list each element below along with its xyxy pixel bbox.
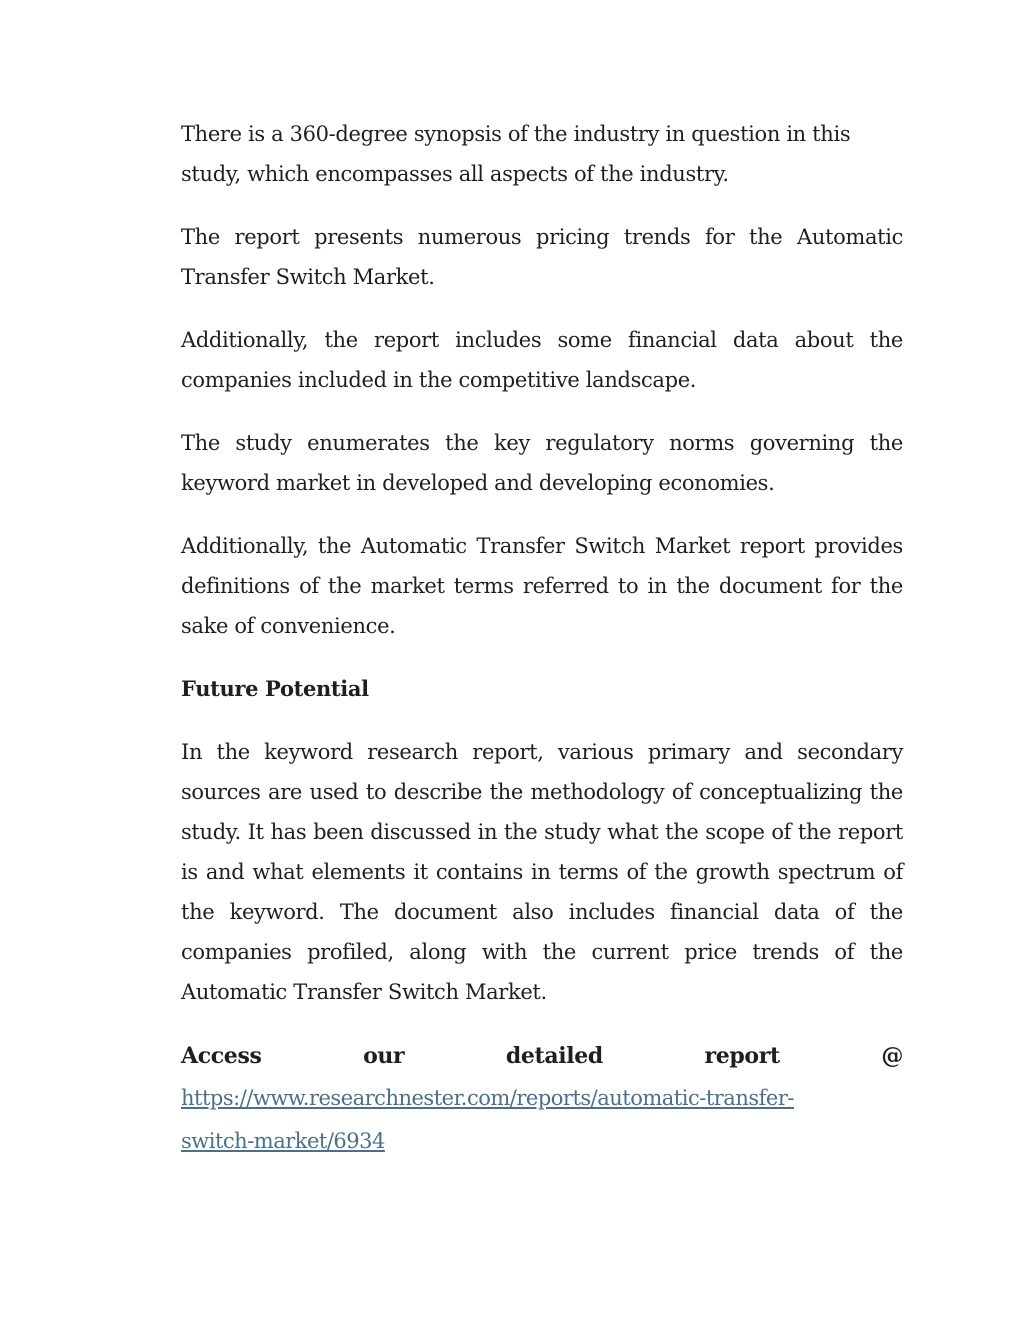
paragraph-regulatory-norms: The study enumerates the key regulatory norms governing the keyword market in developed and developing economies. [181, 431, 903, 495]
future-potential-paragraph: In the keyword research report, various primary and secondary sources are used to describe the methodology of conceptualizing the study. It has been discussed in the study what the scope of the report is and what elements it contains in terms of the growth spectrum of the keyword. The document also includes financial data of the companies profiled, along with the current price trends of the Automatic Transfer Switch Market. [181, 740, 903, 1004]
report-word: report [704, 1043, 780, 1069]
report-link[interactable] [181, 1077, 903, 1163]
document-body [181, 114, 903, 1163]
access-report-line [181, 1035, 903, 1077]
detailed-word: detailed [505, 1043, 603, 1069]
report-link-line-2[interactable]: switch-market/6934 [181, 1129, 385, 1153]
paragraph-pricing-trends: The report presents numerous pricing trends for the Automatic Transfer Switch Market. [181, 225, 903, 289]
report-link-line-1[interactable]: https://www.researchnester.com/reports/automatic-transfer- [181, 1086, 794, 1110]
future-potential-heading: Future Potential [181, 676, 369, 701]
paragraph-synopsis: There is a 360-degree synopsis of the industry in question in this study, which encompasses all aspects of the industry. [181, 122, 851, 186]
access-report-section [181, 1035, 903, 1163]
at-symbol: @ [881, 1043, 903, 1069]
paragraph-financial-data: Additionally, the report includes some financial data about the companies included in the competitive landscape. [181, 328, 903, 392]
access-word: Access [181, 1043, 262, 1069]
our-word: our [363, 1043, 405, 1069]
paragraph-definitions: Additionally, the Automatic Transfer Switch Market report provides definitions of the market terms referred to in the document for the sake of convenience. [181, 534, 903, 638]
